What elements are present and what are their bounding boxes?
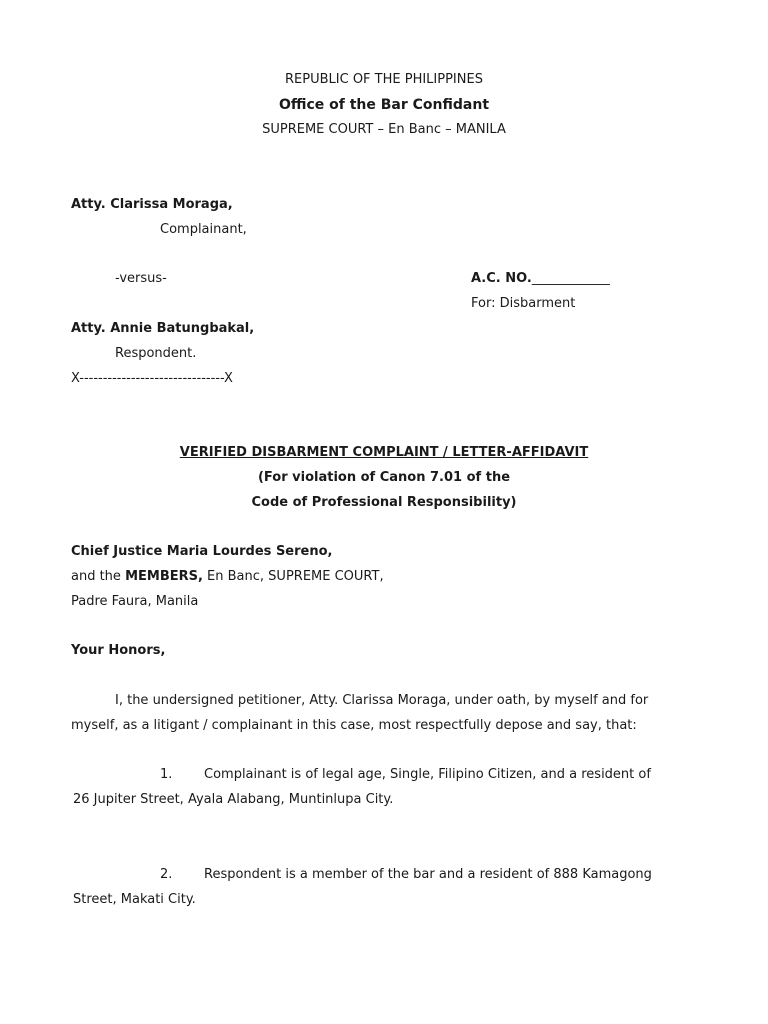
document-subtitle-2: Code of Professional Responsibility) xyxy=(251,495,517,510)
addressee-name: Chief Justice Maria Lourdes Sereno, xyxy=(71,544,333,559)
intro-line-2: myself, as a litigant / complainant in this case, most respectfully depose and say, that: xyxy=(71,718,637,733)
complainant-name: Atty. Clarissa Moraga, xyxy=(71,197,233,212)
addressee-members-bold: MEMBERS, xyxy=(125,569,203,584)
list-item-1 xyxy=(160,766,651,784)
caption-separator: X-------------------------------X xyxy=(71,371,233,386)
salutation: Your Honors, xyxy=(71,643,166,658)
list-item-text: Respondent is a member of the bar and a resident of 888 Kamagong xyxy=(204,867,652,882)
addressee-members xyxy=(71,568,384,586)
list-item-number: 1. xyxy=(160,767,173,782)
case-number-label: A.C. NO. xyxy=(471,271,532,286)
header-republic: REPUBLIC OF THE PHILIPPINES xyxy=(285,72,483,87)
document-subtitle-1: (For violation of Canon 7.01 of the xyxy=(257,470,511,485)
case-number-blank: ____________ xyxy=(531,271,610,286)
list-item-number: 2. xyxy=(160,867,173,882)
respondent-role: Respondent. xyxy=(115,346,197,361)
respondent-name: Atty. Annie Batungbakal, xyxy=(71,321,255,336)
list-item-2 xyxy=(160,866,652,884)
case-for: For: Disbarment xyxy=(471,296,576,311)
versus-label: -versus- xyxy=(115,271,167,286)
addressee-members-suffix: En Banc, SUPREME COURT, xyxy=(202,569,384,584)
intro-line-1: I, the undersigned petitioner, Atty. Clarissa Moraga, under oath, by myself and for xyxy=(115,693,649,708)
list-item-text: Complainant is of legal age, Single, Filipino Citizen, and a resident of xyxy=(204,767,651,782)
document-title: VERIFIED DISBARMENT COMPLAINT / LETTER-AFFIDAVIT xyxy=(179,445,589,460)
header-court: SUPREME COURT – En Banc – MANILA xyxy=(262,122,506,137)
addressee-address: Padre Faura, Manila xyxy=(71,594,199,609)
list-item-1-continuation: 26 Jupiter Street, Ayala Alabang, Muntinlupa City. xyxy=(73,792,394,807)
header-office: Office of the Bar Confidant xyxy=(278,97,490,113)
complainant-role: Complainant, xyxy=(160,222,247,237)
list-item-2-continuation: Street, Makati City. xyxy=(73,892,196,907)
addressee-members-prefix: and the xyxy=(71,569,126,584)
case-number xyxy=(471,270,610,288)
